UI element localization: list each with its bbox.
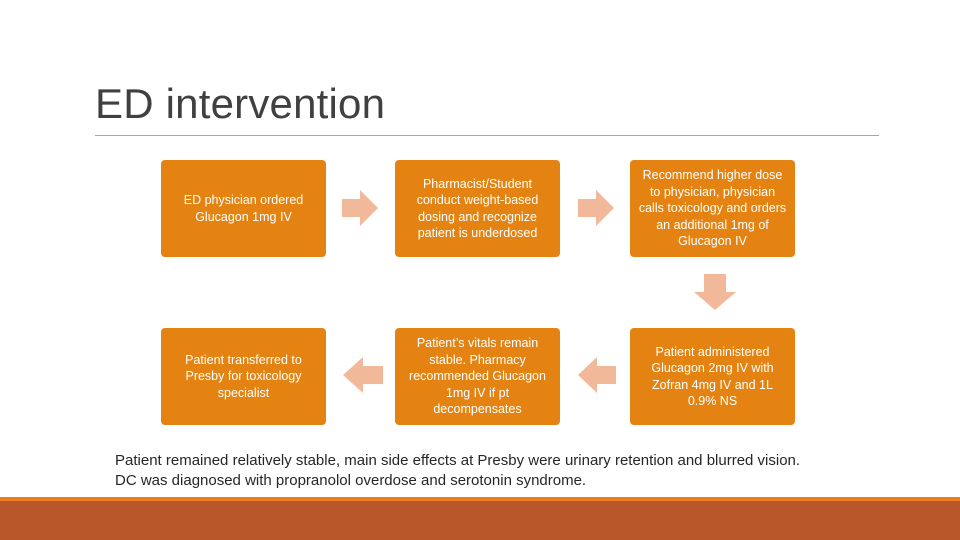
step-transfer-presby	[161, 328, 326, 425]
step-glucagon-administered	[630, 328, 795, 425]
step-ed-order-text: ED physician ordered Glucagon 1mg IV	[183, 193, 304, 224]
summary-caption	[115, 451, 945, 491]
title-divider	[95, 135, 879, 136]
summary-line-2: DC was diagnosed with propranolol overdose and serotonin syndrome.	[115, 472, 587, 489]
left-arrow-icon	[578, 357, 616, 393]
step-glucagon-administered-text: Patient administered Glucagon 2mg IV with Zofran 4mg IV and 1L 0.9% NS	[651, 344, 774, 408]
summary-line-1: Patient remained relatively stable, main side effects at Presby were urinary retention and blurred vision.	[115, 452, 801, 469]
step-recommend-higher-dose	[630, 160, 795, 257]
right-arrow-icon	[578, 190, 614, 226]
footer-bar	[0, 501, 960, 540]
step-recommend-higher-dose-text: Recommend higher dose to physician, physician calls toxicology and orders an additional 1mg of Glucagon IV	[638, 168, 787, 249]
step-transfer-presby-text: Patient transferred to Presby for toxicology specialist	[185, 352, 302, 400]
slide-title: ED intervention	[95, 80, 386, 127]
down-arrow-icon	[694, 274, 736, 310]
step-ed-order	[161, 160, 326, 257]
step-pharmacist-dosing-text: Pharmacist/Student conduct weight-based dosing and recognize patient is underdosed	[416, 176, 539, 240]
step-pharmacist-dosing	[395, 160, 560, 257]
step-vitals-stable	[395, 328, 560, 425]
left-arrow-icon	[343, 357, 383, 393]
step-vitals-stable-text: Patient’s vitals remain stable. Pharmacy recommended Glucagon 1mg IV if pt decompensates	[409, 336, 546, 417]
right-arrow-icon	[342, 190, 378, 226]
